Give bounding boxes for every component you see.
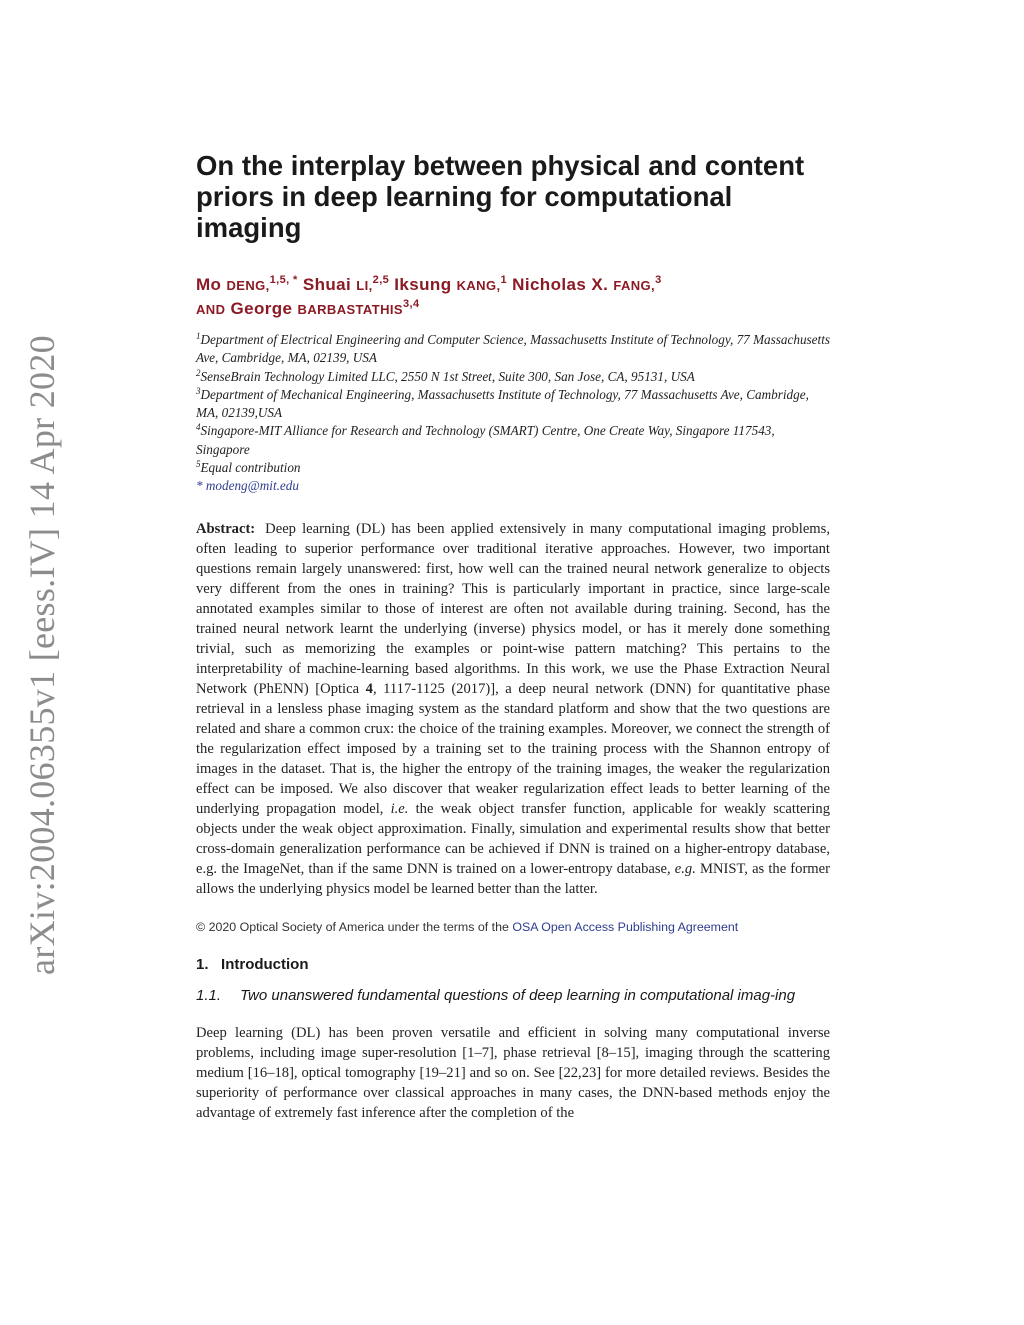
section-heading-introduction: 1. Introduction [196, 955, 309, 973]
author-2: Shuai LI,$^{2,5}$ [302, 274, 390, 294]
abstract: Abstract: Deep learning (DL) has been applied extensively in many computational imaging problems, often leading to superior performance over traditional iterative approaches. However, two important questions remain largely unanswered: first, how well can the trained neural network generalize to objects very different from the ones in training? This is particularly important in practice, since large-scale annotated examples similar to those of interest are often not available during training. Second, has the trained neural network learnt the underlying (inverse) physics model, or has it merely done something trivial, such as memorizing the examples or point-wise pattern matching? This pertains to the interpretability of machine-learning based algorithms. In this work, we use the Phase Extraction Neural Network (PhENN) [Optica 4, 1117-1125 (2017)], a deep neural network (DNN) for quantitative phase retrieval in a lensless phase imaging system as the standard platform and show that the two questions are related and share a common crux: the choice of the training examples. Moreover, we connect the strength of the regularization effect imposed by a training set to the training process with the Shannon entropy of images in the dataset. That is, the higher the entropy of the training images, the weaker the regularization effect can be imposed. We also discover that weaker regularization effect leads to better learning of the underlying propagation model, i.e. the weak object transfer function, applicable for weakly scattering objects under the weak object approximation. Finally, simulation and experimental results show that better cross-domain generalization performance can be achieved if DNN is trained on a higher-entropy database, e.g. the ImageNet, than if the same DNN is trained on a lower-entropy database, e.g. MNIST, as the former allows the underlying physics model be learned better than the latter. [196, 520, 830, 897]
affiliation-3: $^3$Department of Mechanical Engineering, Massachusetts Institute of Technology, 77 Massachusetts Ave, Cambridge, MA, 02139,USA [196, 385, 809, 421]
affiliation-4: $^4$Singapore-MIT Alliance for Research and Technology (SMART) Centre, One Create Way, Singapore 117543, Singapore [196, 422, 775, 457]
osa-agreement-link[interactable]: OSA Open Access Publishing Agreement [512, 919, 739, 934]
affiliation-5: $^5$Equal contribution [196, 459, 301, 476]
affiliation-1: $^1$Department of Electrical Engineering and Computer Science, Massachusetts Institute of Technology, 77 Massachusetts Ave, Cambridge, MA, 02139, USA [196, 331, 830, 366]
author-1: Mo DENG,$^{1,5, *}$ [196, 274, 298, 294]
author-3: Iksung KANG,$^1$ [394, 274, 508, 294]
intro-paragraph: Deep learning (DL) has been proven versatile and efficient in solving many computational inverse problems, including image super-resolution [1–7], phase retrieval [8–15], imaging through the scattering medium [16–18], optical tomography [19–21] and so on. See [22,23] for more detailed reviews. Besides the superiority of performance over classical approaches in many cases, the DNN-based methods enjoy the advantage of extremely fast inference after the completion of the [196, 1024, 830, 1121]
author-list [196, 273, 830, 321]
copyright-notice: © 2020 Optical Society of America under the terms of the OSA Open Access Publishing Agreement [196, 919, 739, 934]
author-4: Nicholas X. FANG,$^3$ [512, 274, 662, 294]
subsection-heading: 1.1. Two unanswered fundamental questions of deep learning in computational imag-ing [196, 986, 796, 1004]
email-link[interactable]: * modeng@mit.edu [196, 478, 299, 494]
arxiv-stamp: arXiv:2004.06355v1 [eess.IV] 14 Apr 2020 [22, 335, 62, 975]
abstract-label: Abstract: [196, 520, 256, 537]
affiliation-2: $^2$SenseBrain Technology Limited LLC, 2550 N 1st Street, Suite 300, San Jose, CA, 95131, USA [196, 367, 695, 384]
affiliations [196, 331, 830, 496]
paper-page [196, 150, 830, 1123]
paper-title: On the interplay between physical and content priors in deep learning for computational imaging [196, 150, 805, 243]
author-5: AND George BARBASTATHIS$^{3,4}$ [196, 298, 420, 318]
